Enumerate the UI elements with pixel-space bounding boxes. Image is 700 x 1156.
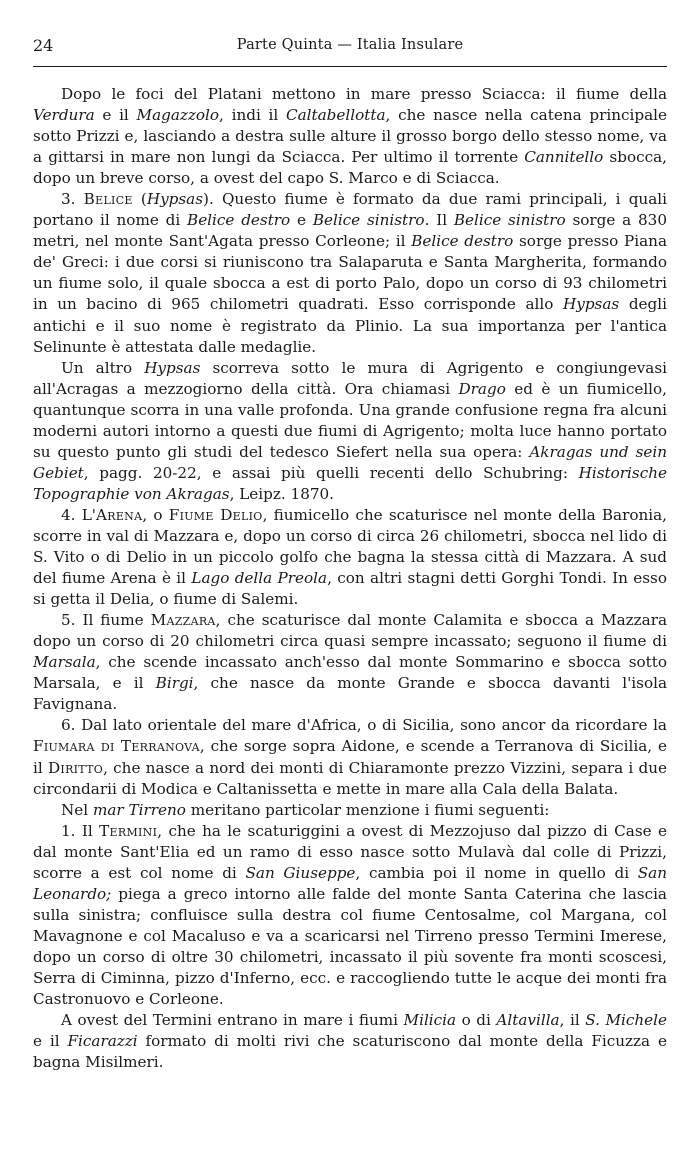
paragraph — [33, 358, 667, 505]
italic-text: Verdura — [33, 106, 95, 125]
text-run: Nel — [61, 800, 93, 819]
text-run: A ovest del Termini entrano in mare i fiumi — [61, 1011, 404, 1030]
text-run: sorge presso Piana de' Greci: i due corsi si riuniscono tra Salaparuta e Santa Margherita, formando un fiume solo, il quale sbocca a est di porto Palo, dopo un corso di 93 chilometri in un bacino di 965 chilometri quadrati. Esso corrisponde allo — [33, 232, 668, 314]
text-run: , il — [559, 1011, 586, 1030]
text-run: sbocca, dopo un breve corso, a ovest del capo S. Marco e di Sciacca. — [33, 148, 667, 188]
text-run: e il — [33, 1032, 68, 1051]
text-run: e — [290, 211, 313, 230]
text-run: Un altro — [61, 358, 145, 377]
text-run: piega a greco intorno alle falde del monte Santa Caterina che lascia sulla sinistra; confluisce sulla destra col fiume Centosalme, col Margana, col Mavagnone e col Macaluso e va a scaricarsi nel Tirreno presso Termini Imerese, dopo un corso di oltre 30 chilometri, incassato il più sovente fra monti scoscesi, Serra di Ciminna, pizzo d'Inferno, ecc. e raccogliendo tutte le acque dei monti fra Castronuovo e Corleone. — [33, 884, 667, 1009]
text-run: , Leipz. 1870. — [229, 484, 335, 503]
text-run: , pagg. 20-22, e assai più quelli recenti dello Schubring: — [83, 463, 579, 482]
text-run: , con altri stagni detti Gorghi Tondi. In esso si getta il Delia, o fiume di Salemi. — [33, 569, 667, 609]
italic-text: Lago della Preola — [191, 569, 328, 588]
text-run: scorreva sotto le mura di Agrigento e congiungevasi all'Acragas a mezzogiorno della città. Ora chiamasi — [33, 358, 667, 398]
text-run: , che ha le scaturiggini a ovest di Mezzojuso dal pizzo di Case e dal monte Sant'Elia ed un ramo di esso nasce sotto Mulavà dal colle di Prizzi, scorre a est col nome di — [33, 821, 667, 882]
italic-text: Akragas und sein Gebiet — [33, 442, 667, 482]
body-text — [33, 84, 667, 1073]
page-header — [33, 36, 667, 58]
text-run: Dopo le foci del Platani mettono in mare presso Sciacca: il fiume della — [61, 85, 667, 103]
paragraph — [33, 189, 667, 357]
italic-text: mar Tirreno — [92, 800, 186, 819]
small-caps-text: Mazzara — [150, 611, 216, 630]
small-caps-text: Fiume Delio — [168, 505, 263, 524]
text-run: formato di molti rivi che scaturiscono dal monte della Ficuzza e bagna Misilmeri. — [33, 1032, 667, 1072]
small-caps-text: Diritto — [47, 758, 104, 777]
text-run: , che nasce a nord dei monti di Chiaramonte prezzo Vizzini, separa i due circondarii di Modica e Caltanissetta e mette in mare alla Cala della Balata. — [33, 758, 667, 798]
italic-text: Hypsas — [144, 358, 201, 377]
italic-text: Belice sinistro — [453, 211, 566, 230]
text-run: degli antichi e il suo nome è registrato da Plinio. La sua importanza per l'antica Selinunte è attestata dalle medaglie. — [33, 295, 667, 356]
italic-text: Hypsas — [146, 190, 204, 209]
text-run: e il — [94, 106, 137, 125]
text-run: , indi il — [219, 106, 286, 125]
small-caps-text: Arena — [95, 505, 143, 524]
italic-text: Marsala — [33, 653, 96, 672]
italic-text: Birgi — [155, 674, 194, 693]
italic-text: San Giuseppe — [245, 863, 356, 882]
italic-text: Belice sinistro — [312, 211, 425, 230]
page-number: 24 — [33, 36, 54, 55]
italic-text: Ficarazzi — [67, 1032, 138, 1051]
italic-text: Belice destro — [411, 232, 514, 251]
paragraph — [33, 715, 667, 799]
italic-text: Magazzolo — [136, 106, 220, 125]
italic-text: Historische Topographie von Akragas — [33, 463, 667, 503]
text-run: , che scende incassato anch'esso dal monte Sommarino e sbocca sotto Marsala, e il — [33, 653, 667, 693]
italic-text: Drago — [458, 379, 506, 398]
small-caps-text: Belice — [83, 190, 133, 209]
text-run: o di — [456, 1011, 497, 1030]
text-run: , fiumicello che scaturisce nel monte della Baronia, scorre in val di Mazzara e, dopo un corso di circa 26 chilometri, sbocca nel lido di S. Vito o di Delio in un piccolo golfo che bagna la stessa città di Mazzara. A sud del fiume Arena è il — [33, 505, 667, 588]
text-run: , che sorge sopra Aidone, e scende a Terranova di Sicilia, e il — [33, 737, 668, 777]
text-run: , che scaturisce dal monte Calamita e sbocca a Mazzara dopo un corso di 20 chilometri circa quasi sempre incassato; seguono il fiume di — [33, 611, 668, 651]
text-run: 3. — [61, 190, 84, 209]
small-caps-text: Fiumara di Terranova — [33, 737, 200, 756]
running-head: Parte Quinta — Italia Insulare — [236, 37, 464, 53]
text-run: . Il — [424, 211, 454, 230]
paragraph — [33, 610, 667, 715]
italic-text: Caltabellotta — [285, 106, 386, 125]
text-run: 5. Il fiume — [61, 611, 151, 630]
header-rule — [33, 66, 667, 67]
small-caps-text: Termini — [99, 821, 158, 840]
italic-text: Altavilla — [496, 1011, 560, 1030]
italic-text: Milicia — [403, 1011, 457, 1030]
text-run: sorge a 830 metri, nel monte Sant'Agata presso Corleone; il — [33, 211, 668, 251]
text-run: , o — [142, 505, 169, 524]
italic-text: S. Michele — [585, 1011, 668, 1030]
paragraph — [33, 84, 667, 189]
text-run: ed è un fiumicello, quantunque scorra in una valle profonda. Una grande confusione regna fra alcuni moderni autori intorno a questi due fiumi di Agrigento; molta luce hanno portato su questo punto gli studi del tedesco Siefert nella sua opera: — [33, 379, 668, 461]
text-run: ( — [132, 190, 147, 209]
text-run: , che nasce da monte Grande e sbocca davanti l'isola Favignana. — [33, 674, 668, 714]
italic-text: Hypsas — [563, 295, 620, 314]
paragraph — [33, 800, 667, 821]
paragraph — [33, 505, 667, 610]
text-run: 4. L' — [61, 505, 96, 524]
text-run: meritano particolar menzione i fiumi seguenti: — [185, 800, 550, 819]
text-run: 1. Il — [61, 821, 100, 840]
italic-text: Cannitello — [524, 148, 604, 167]
text-run: 6. Dal lato orientale del mare d'Africa, o di Sicilia, sono ancor da ricordare la — [61, 716, 667, 735]
paragraph — [33, 821, 667, 1010]
italic-text: San Leonardo; — [33, 863, 667, 903]
italic-text: Belice destro — [187, 211, 291, 230]
text-run: , che nasce nella catena principale sotto Prizzi e, lasciando a destra sulle alture il grosso borgo dello stesso nome, va a gittarsi in mare non lungi da Sciacca. Per ultimo il torrente — [33, 106, 667, 167]
text-run: , cambia poi il nome in quello di — [355, 863, 638, 882]
paragraph — [33, 1010, 667, 1073]
text-run: ). Questo fiume è formato da due rami principali, i quali portano il nome di — [33, 190, 667, 230]
